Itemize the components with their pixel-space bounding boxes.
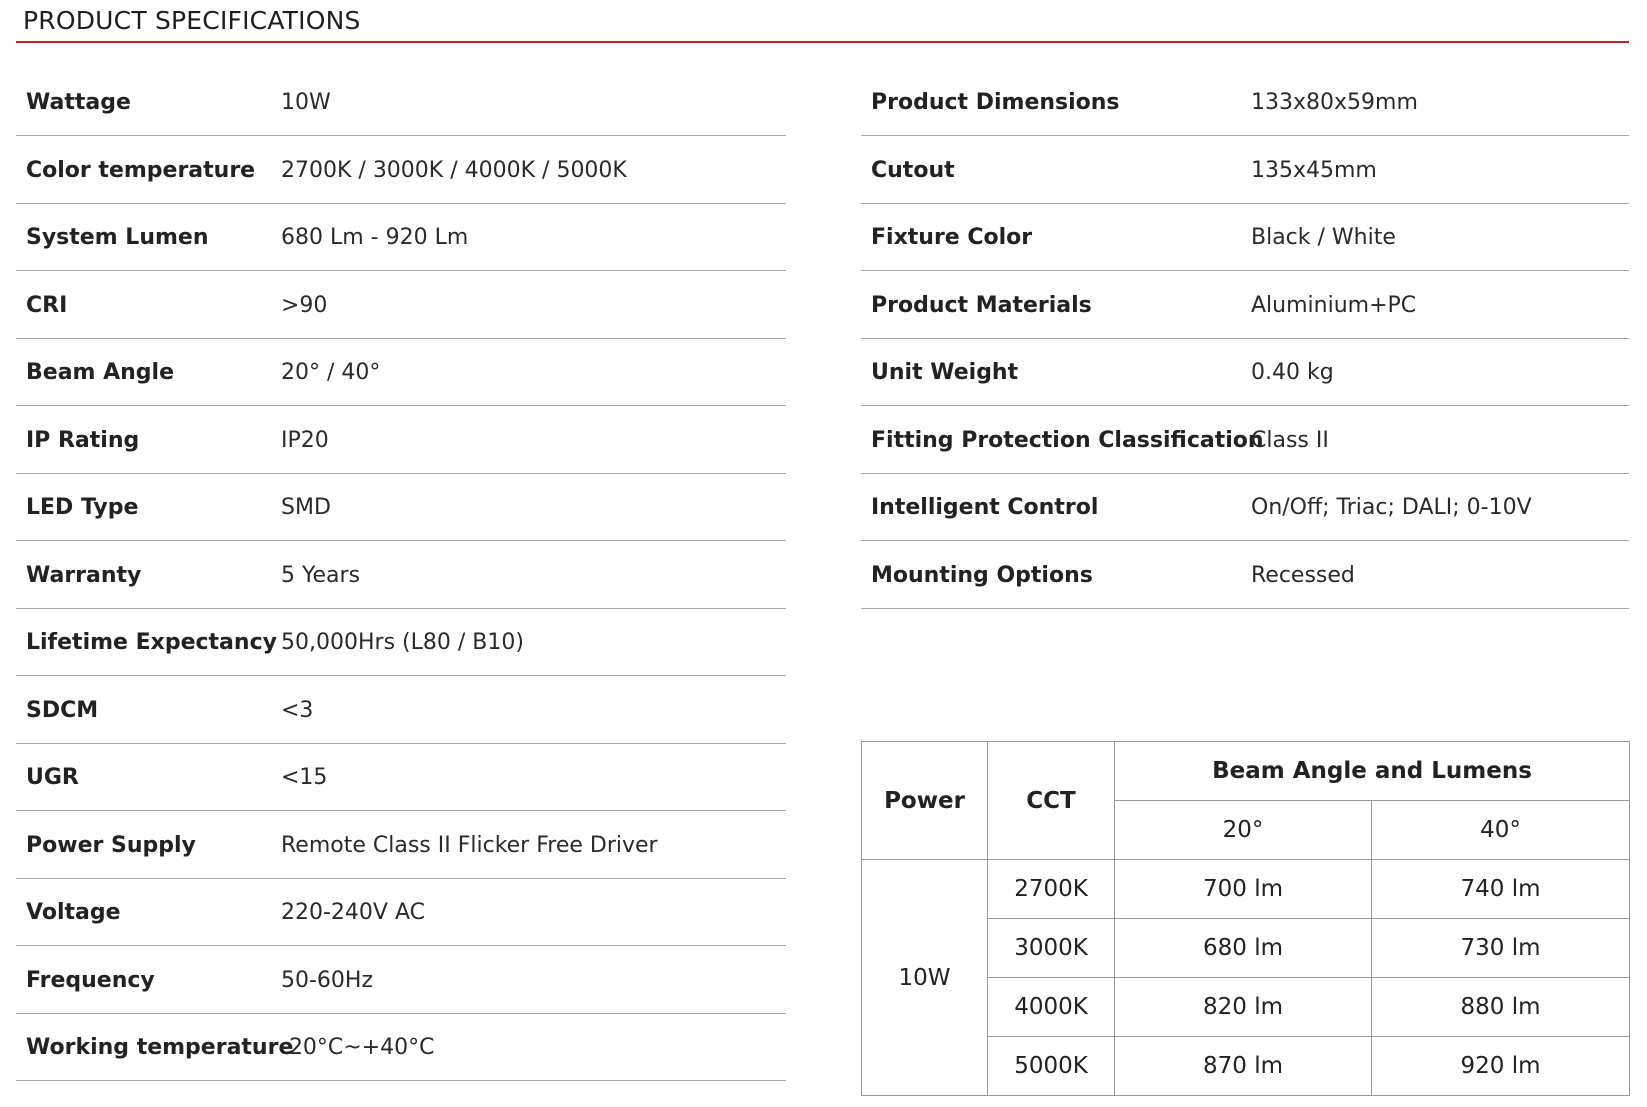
spec-row <box>861 340 1629 406</box>
spec-value: 133x80x59mm <box>1251 90 1418 115</box>
cct-cell: 4000K <box>988 978 1115 1037</box>
spec-row <box>16 610 786 676</box>
spec-row <box>861 205 1629 271</box>
spec-value: 135x45mm <box>1251 157 1377 183</box>
spec-label: SDCM <box>26 697 99 723</box>
cct-header: CCT <box>988 742 1115 860</box>
spec-row <box>16 205 786 271</box>
lumen-40-cell: 740 lm <box>1372 860 1630 919</box>
spec-label: Fixture Color <box>871 225 1033 250</box>
spec-value: 0.40 kg <box>1251 360 1334 385</box>
spec-row <box>861 408 1629 474</box>
spec-label: Product Dimensions <box>871 90 1120 115</box>
lumens-table <box>861 741 1630 1096</box>
beam-40-header: 40° <box>1372 801 1630 860</box>
spec-value: 50,000Hrs (L80 / B10) <box>281 630 524 655</box>
spec-label: Frequency <box>26 967 155 993</box>
lumen-20-cell: 820 lm <box>1115 978 1372 1037</box>
spec-label: Lifetime Expectancy <box>26 630 277 655</box>
spec-label: Voltage <box>26 900 121 925</box>
spec-value: -20°C~+40°C <box>281 1035 435 1060</box>
spec-label: Beam Angle <box>26 360 175 385</box>
spec-value: 2700K / 3000K / 4000K / 5000K <box>281 157 627 183</box>
title-divider <box>16 41 1629 43</box>
spec-value: IP20 <box>281 427 329 453</box>
spec-label: Cutout <box>871 157 955 183</box>
spec-label: CRI <box>26 292 68 318</box>
cct-cell: 5000K <box>988 1037 1115 1096</box>
spec-row <box>16 678 786 744</box>
spec-row <box>16 543 786 609</box>
spec-row <box>861 543 1629 609</box>
spec-label: LED Type <box>26 495 139 520</box>
spec-label: Warranty <box>26 562 142 588</box>
power-header: Power <box>862 742 988 860</box>
spec-value: 20° / 40° <box>281 360 381 385</box>
spec-value: 10W <box>281 90 331 115</box>
spec-value: Black / White <box>1251 225 1396 250</box>
table-row <box>862 860 1630 919</box>
spec-label: Fitting Protection Classification <box>871 427 1264 453</box>
spec-row <box>16 70 786 136</box>
cct-cell: 3000K <box>988 919 1115 978</box>
lumen-20-cell: 680 lm <box>1115 919 1372 978</box>
spec-value: 680 Lm - 920 Lm <box>281 225 469 250</box>
spec-row <box>16 948 786 1014</box>
spec-label: Product Materials <box>871 292 1092 318</box>
spec-label: Power Supply <box>26 832 196 858</box>
spec-row <box>16 340 786 406</box>
spec-row <box>861 138 1629 204</box>
spec-value: <3 <box>281 697 314 723</box>
lumen-20-cell: 870 lm <box>1115 1037 1372 1096</box>
spec-label: Color temperature <box>26 157 256 183</box>
beam-20-header: 20° <box>1115 801 1372 860</box>
spec-row <box>16 813 786 879</box>
lumen-20-cell: 700 lm <box>1115 860 1372 919</box>
spec-value: Aluminium+PC <box>1251 292 1417 318</box>
spec-label: Unit Weight <box>871 360 1019 385</box>
spec-row <box>861 273 1629 339</box>
spec-row <box>16 880 786 946</box>
spec-value: 220-240V AC <box>281 900 425 925</box>
spec-row <box>16 408 786 474</box>
specs-right-list <box>861 70 1629 610</box>
lumen-40-cell: 920 lm <box>1372 1037 1630 1096</box>
spec-value: <15 <box>281 765 328 790</box>
spec-label: UGR <box>26 765 79 790</box>
cct-cell: 2700K <box>988 860 1115 919</box>
table-header-row <box>862 742 1630 801</box>
spec-value: Recessed <box>1251 562 1355 588</box>
spec-row <box>861 70 1629 136</box>
spec-value: >90 <box>281 292 328 318</box>
page-title: PRODUCT SPECIFICATIONS <box>23 6 361 35</box>
spec-value: SMD <box>281 495 331 520</box>
spec-label: Working temperature <box>26 1035 294 1060</box>
spec-value: On/Off; Triac; DALI; 0-10V <box>1251 495 1532 520</box>
spec-row <box>861 475 1629 541</box>
spec-row <box>16 475 786 541</box>
lumen-40-cell: 880 lm <box>1372 978 1630 1037</box>
spec-row <box>16 1015 786 1081</box>
spec-label: System Lumen <box>26 225 209 250</box>
power-cell: 10W <box>862 860 988 1096</box>
spec-label: Intelligent Control <box>871 495 1099 520</box>
lumen-40-cell: 730 lm <box>1372 919 1630 978</box>
spec-value: 50-60Hz <box>281 967 374 993</box>
specs-left-list <box>16 70 786 1083</box>
spec-value: Class II <box>1251 427 1329 453</box>
spec-row <box>16 273 786 339</box>
beam-lumens-header: Beam Angle and Lumens <box>1115 742 1630 801</box>
spec-label: Mounting Options <box>871 562 1093 588</box>
spec-row <box>16 745 786 811</box>
spec-label: Wattage <box>26 90 131 115</box>
spec-value: 5 Years <box>281 562 361 588</box>
spec-label: IP Rating <box>26 427 140 453</box>
spec-row <box>16 138 786 204</box>
spec-value: Remote Class II Flicker Free Driver <box>281 832 658 858</box>
